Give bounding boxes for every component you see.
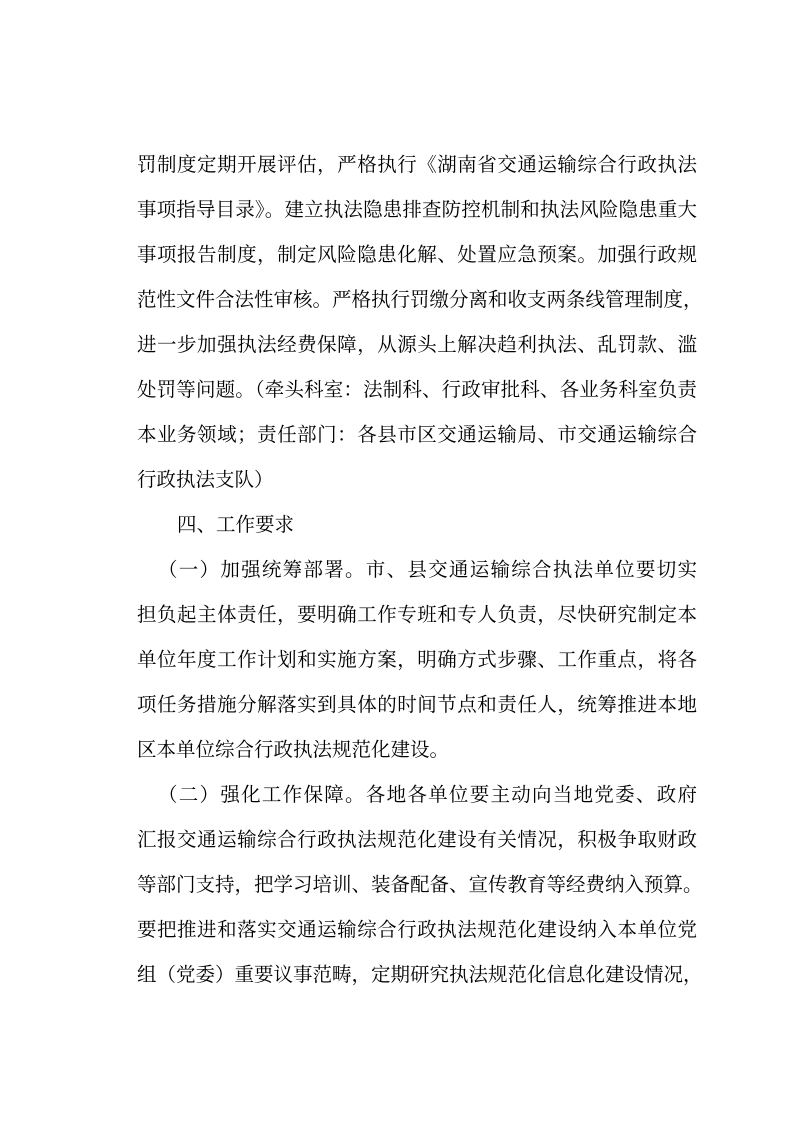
paragraph-2-line-5: 组（党委）重要议事范畴，定期研究执法规范化信息化建设情况， bbox=[137, 963, 703, 986]
section-heading: 四、工作要求 bbox=[177, 513, 295, 536]
paragraph-1-line-2: 担负起主体责任，要明确工作专班和专人负责，尽快研究制定本 bbox=[137, 603, 697, 626]
intro-line-2: 事项指导目录》。建立执法隐患排查防控机制和执法风险隐患重大 bbox=[137, 198, 697, 221]
paragraph-1-line-3: 单位年度工作计划和实施方案，明确方式步骤、工作重点，将各 bbox=[137, 648, 697, 671]
intro-line-8: 行政执法支队） bbox=[137, 468, 274, 491]
intro-line-6: 处罚等问题。（牵头科室：法制科、行政审批科、各业务科室负责 bbox=[137, 378, 697, 401]
intro-line-1: 罚制度定期开展评估，严格执行《湖南省交通运输综合行政执法 bbox=[137, 153, 697, 176]
paragraph-2-line-4: 要把推进和落实交通运输综合行政执法规范化建设纳入本单位党 bbox=[137, 918, 697, 941]
paragraph-1-line-1: （一）加强统筹部署。市、县交通运输综合执法单位要切实 bbox=[158, 558, 697, 581]
intro-line-7: 本业务领域；责任部门：各县市区交通运输局、市交通运输综合 bbox=[137, 423, 697, 446]
intro-line-3: 事项报告制度，制定风险隐患化解、处置应急预案。加强行政规 bbox=[137, 243, 697, 266]
paragraph-2-line-2: 汇报交通运输综合行政执法规范化建设有关情况，积极争取财政 bbox=[137, 828, 697, 851]
intro-line-5: 进一步加强执法经费保障，从源头上解决趋利执法、乱罚款、滥 bbox=[137, 333, 697, 356]
paragraph-2-line-1: （二）强化工作保障。各地各单位要主动向当地党委、政府 bbox=[158, 783, 697, 806]
paragraph-1-line-5: 区本单位综合行政执法规范化建设。 bbox=[137, 738, 450, 761]
paragraph-2-line-3: 等部门支持，把学习培训、装备配备、宣传教育等经费纳入预算。 bbox=[137, 873, 703, 896]
intro-line-4: 范性文件合法性审核。严格执行罚缴分离和收支两条线管理制度， bbox=[137, 288, 703, 311]
paragraph-1-line-4: 项任务措施分解落实到具体的时间节点和责任人，统筹推进本地 bbox=[137, 693, 697, 716]
